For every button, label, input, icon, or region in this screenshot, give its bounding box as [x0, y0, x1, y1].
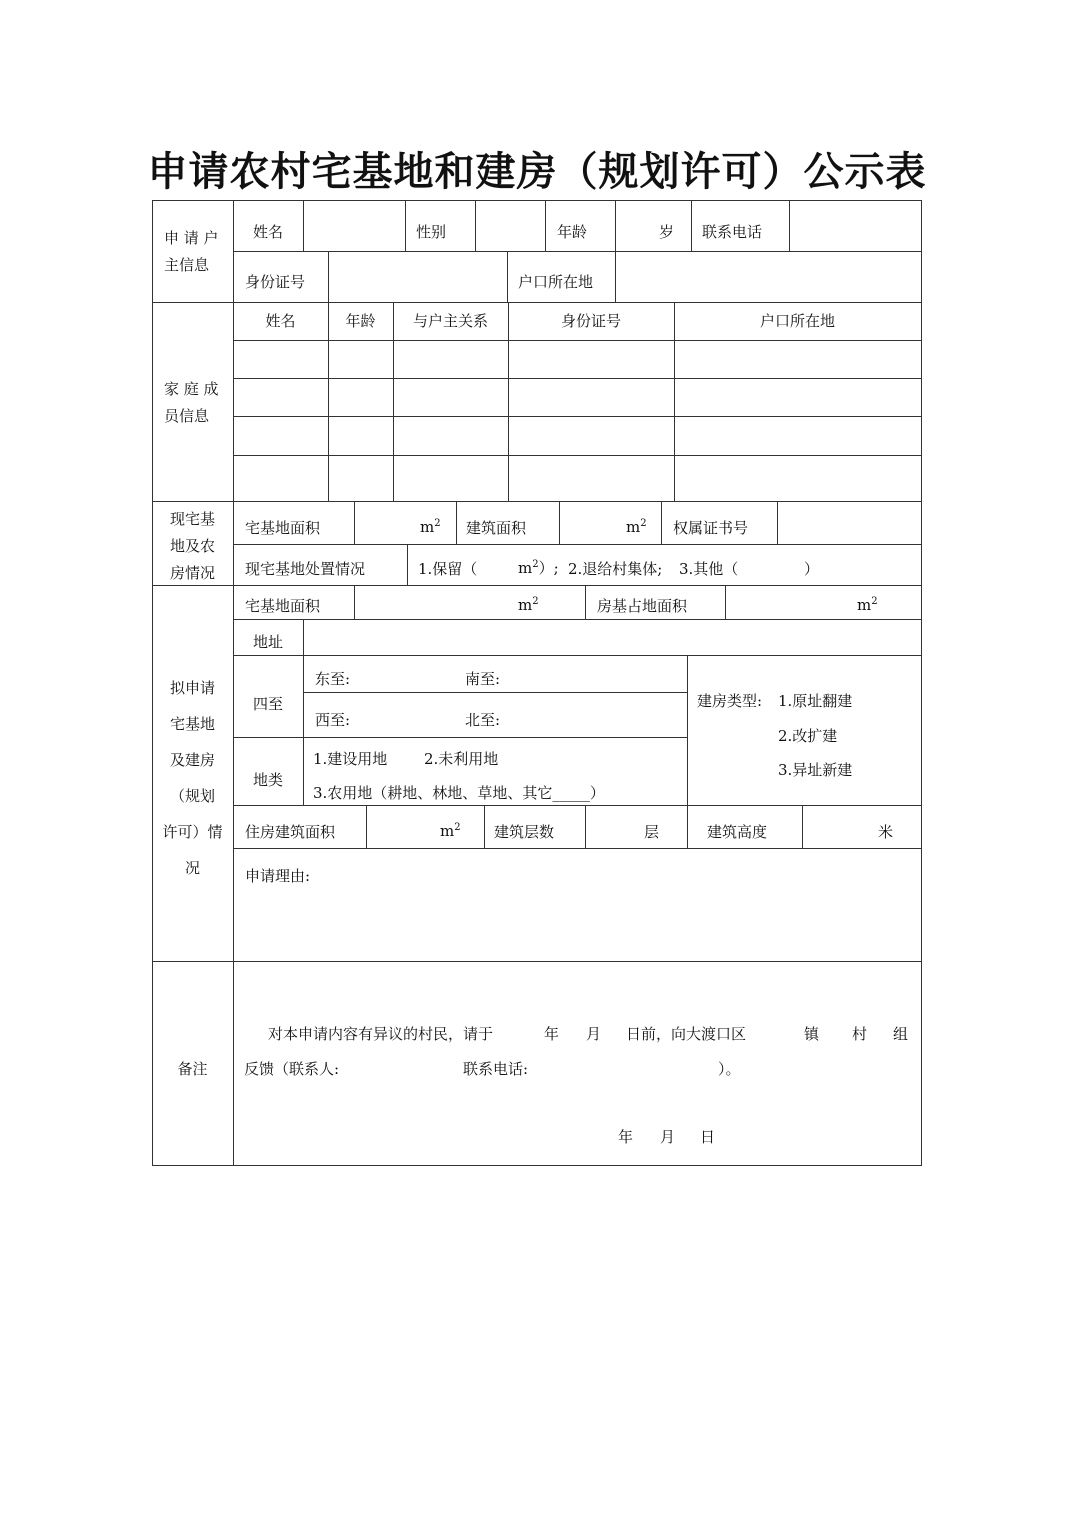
row-line	[233, 340, 922, 341]
col-line	[691, 200, 692, 251]
land-type-option: 1.建设用地	[313, 750, 388, 768]
gender-label: 性别	[416, 223, 447, 241]
col-line	[456, 501, 457, 544]
col-line	[475, 200, 476, 251]
west-boundary: 西至:	[315, 711, 351, 729]
cert-number-label: 权属证书号	[673, 519, 749, 537]
family-section-label: 家 庭 成	[164, 380, 219, 398]
col-line	[545, 200, 546, 251]
build-type-option: 1.原址翻建	[778, 692, 853, 710]
col-line	[303, 619, 304, 805]
row-line	[152, 501, 922, 502]
col-line	[507, 251, 508, 302]
row-line	[233, 251, 922, 252]
row-line	[303, 692, 687, 693]
land-type-label: 地类	[253, 771, 284, 789]
age-label: 年龄	[557, 223, 588, 241]
col-line	[328, 251, 329, 302]
col-line	[559, 501, 560, 544]
age-unit: 岁	[659, 223, 675, 241]
col-line	[615, 200, 616, 251]
current-section-label: 地及农	[169, 537, 215, 555]
col-line	[484, 805, 485, 848]
row-line	[233, 655, 922, 656]
col-line	[405, 200, 406, 251]
disposal-option-keep: 1.保留（	[418, 560, 478, 578]
disposal-option-other: 3.其他（	[679, 560, 739, 578]
current-section-label: 房情况	[169, 564, 215, 582]
col-line	[585, 585, 586, 619]
family-col-hukou: 户口所在地	[759, 312, 835, 330]
family-section-label: 员信息	[164, 407, 210, 425]
remarks-phone: 联系电话:	[463, 1060, 529, 1078]
table-border-right	[921, 200, 922, 1166]
row-line	[233, 619, 922, 620]
reason-label: 申请理由:	[245, 867, 311, 885]
area-unit: $m^2$	[626, 518, 647, 536]
row-line	[233, 416, 922, 417]
col-line	[674, 302, 675, 501]
col-line	[407, 544, 408, 585]
row-line	[233, 848, 922, 849]
proposed-section-label: 宅基地	[169, 715, 215, 733]
remarks-town: 镇	[804, 1025, 820, 1043]
row-line	[233, 737, 687, 738]
address-label: 地址	[253, 633, 284, 651]
disposal-option-keep-unit: $m^2$）;	[518, 559, 559, 577]
remarks-close: ）。	[718, 1060, 741, 1078]
applicant-section-label: 主信息	[164, 256, 210, 274]
col-line	[661, 501, 662, 544]
date-month: 月	[660, 1128, 676, 1146]
proposed-section-label: 许可）情	[162, 823, 223, 841]
col-line	[393, 302, 394, 501]
south-boundary: 南至:	[465, 670, 501, 688]
current-section-label: 现宅基	[169, 510, 215, 528]
col-line	[777, 501, 778, 544]
area-unit: $m^2$	[518, 596, 539, 614]
land-type-option: 2.未利用地	[424, 750, 499, 768]
col-line	[802, 805, 803, 848]
footprint-label: 房基占地面积	[597, 597, 688, 615]
row-line	[233, 805, 922, 806]
col-line	[615, 251, 616, 302]
row-line	[152, 585, 922, 586]
table-border-top	[152, 200, 922, 201]
date-year: 年	[618, 1128, 634, 1146]
family-col-relation: 与户主关系	[412, 312, 488, 330]
phone-label: 联系电话	[702, 223, 763, 241]
boundaries-label: 四至	[253, 695, 284, 713]
col-line	[354, 585, 355, 619]
row-line	[152, 302, 922, 303]
hukou-label: 户口所在地	[518, 273, 594, 291]
remarks-group: 组	[893, 1025, 909, 1043]
proposed-section-label: （规划	[169, 787, 215, 805]
remarks-text: 对本申请内容有异议的村民，请于	[268, 1025, 494, 1043]
family-col-age: 年龄	[345, 312, 376, 330]
remarks-contact: 反馈（联系人:	[244, 1060, 340, 1078]
family-col-name: 姓名	[265, 312, 296, 330]
col-line	[687, 655, 688, 848]
height-label: 建筑高度	[707, 823, 768, 841]
build-type-label: 建房类型:	[697, 692, 763, 710]
remarks-text: 日前，向大渡口区	[626, 1025, 747, 1043]
page-title: 申请农村宅基地和建房（规划许可）公示表	[147, 148, 927, 195]
remarks-village: 村	[852, 1025, 868, 1043]
col-line	[354, 501, 355, 544]
row-line	[233, 378, 922, 379]
remarks-year: 年	[544, 1025, 560, 1043]
area-unit: $m^2$	[440, 822, 461, 840]
id-number-label: 身份证号	[245, 273, 306, 291]
disposal-option-other-close: ）	[804, 560, 820, 578]
build-type-option: 3.异址新建	[778, 761, 853, 779]
applicant-section-label: 申 请 户	[164, 229, 219, 247]
current-homestead-area-label: 宅基地面积	[245, 519, 321, 537]
land-type-option: 3.农用地（耕地、林地、草地、其它_____）	[313, 784, 605, 802]
area-unit: $m^2$	[857, 596, 878, 614]
disposal-label: 现宅基地处置情况	[245, 560, 366, 578]
proposed-homestead-area-label: 宅基地面积	[245, 597, 321, 615]
table-border-bottom	[152, 1165, 922, 1166]
col-line	[585, 805, 586, 848]
family-col-id: 身份证号	[560, 312, 621, 330]
height-unit: 米	[878, 823, 894, 841]
north-boundary: 北至:	[465, 711, 501, 729]
row-line	[152, 961, 922, 962]
east-boundary: 东至:	[315, 670, 351, 688]
build-type-option: 2.改扩建	[778, 727, 838, 745]
col-line	[366, 805, 367, 848]
proposed-section-label: 况	[184, 859, 200, 877]
proposed-section-label: 拟申请	[169, 679, 215, 697]
col-line	[508, 302, 509, 501]
disposal-option-return: 2.退给村集体;	[568, 560, 663, 578]
col-line	[328, 302, 329, 501]
remarks-month: 月	[586, 1025, 602, 1043]
floors-unit: 层	[644, 823, 660, 841]
name-label: 姓名	[253, 223, 284, 241]
house-area-label: 住房建筑面积	[245, 823, 336, 841]
row-line	[233, 544, 922, 545]
current-building-area-label: 建筑面积	[466, 519, 527, 537]
floors-label: 建筑层数	[494, 823, 555, 841]
row-line	[233, 455, 922, 456]
remarks-label: 备注	[177, 1060, 208, 1078]
date-day: 日	[700, 1128, 716, 1146]
col-line	[725, 585, 726, 619]
col-line	[303, 200, 304, 251]
area-unit: $m^2$	[420, 518, 441, 536]
label-column-divider	[233, 200, 234, 1166]
proposed-section-label: 及建房	[169, 751, 215, 769]
col-line	[789, 200, 790, 251]
